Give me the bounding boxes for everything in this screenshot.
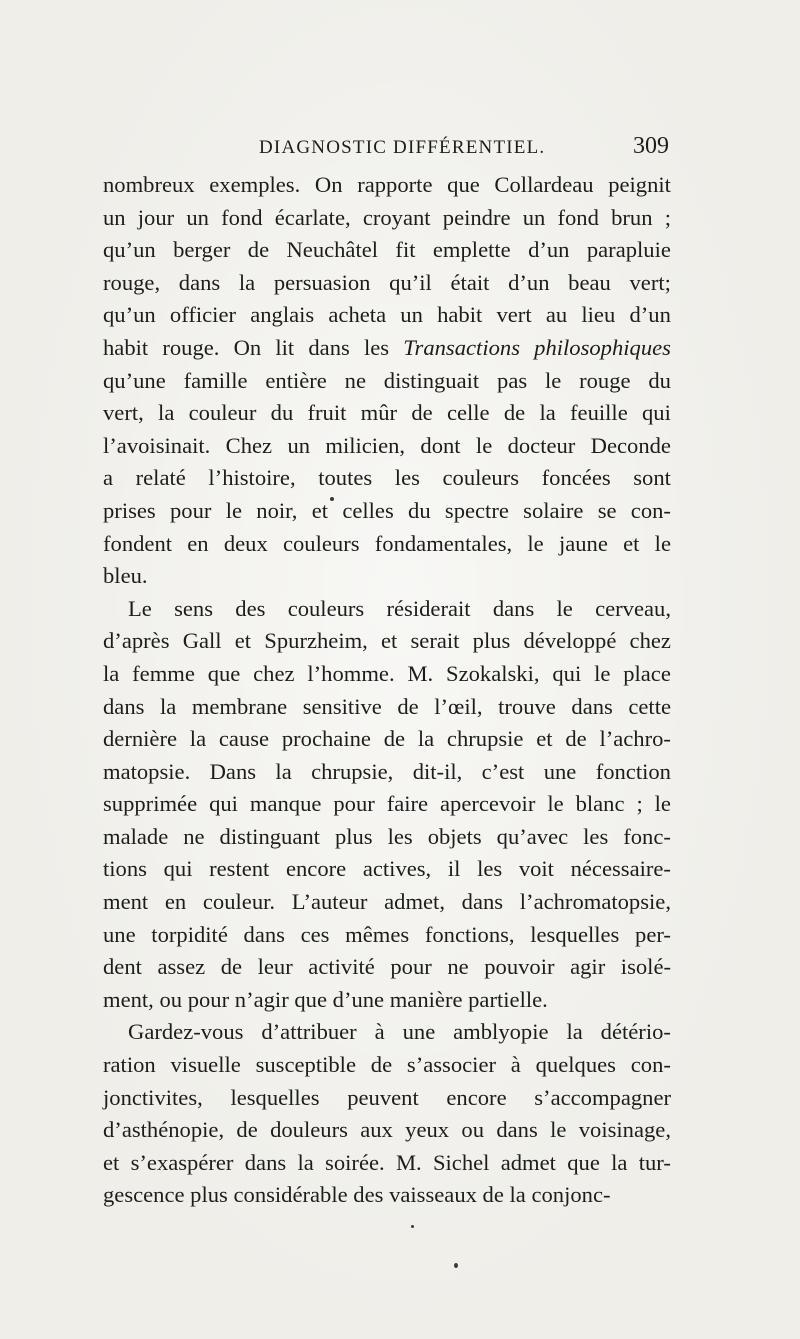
running-title: DIAGNOSTIC DIFFÉRENTIEL. xyxy=(259,137,546,158)
page-header xyxy=(103,133,671,163)
text-line: tions qui restent encore actives, il les voit nécessaire- xyxy=(103,856,671,882)
text-line: gescence plus considérable des vaisseaux de la conjonc- xyxy=(103,1182,611,1208)
print-speck xyxy=(454,1263,458,1268)
text-line: un jour un fond écarlate, croyant peindre un fond brun ; xyxy=(103,204,671,230)
text-line: qu’une famille entière ne distinguait pas le rouge du xyxy=(103,367,671,393)
text-line: Le sens des couleurs résiderait dans le cerveau, xyxy=(128,595,671,621)
text-line: Gardez-vous d’attribuer à une amblyopie la détério- xyxy=(128,1019,671,1045)
text-line: d’asthénopie, de douleurs aux yeux ou dans le voisinage, xyxy=(103,1117,671,1143)
text-line: fondent en deux couleurs fondamentales, le jaune et le xyxy=(103,530,671,556)
text-line: prises pour le noir, et celles du spectre solaire se con- xyxy=(103,497,671,523)
text-line: supprimée qui manque pour faire apercevoir le blanc ; le xyxy=(103,791,671,817)
text-line: a relaté l’histoire, toutes les couleurs foncées sont xyxy=(103,465,671,491)
paragraph-2 xyxy=(103,593,671,1017)
text-line: qu’un berger de Neuchâtel fit emplette d’un parapluie xyxy=(103,237,671,263)
text-line: et s’exaspérer dans la soirée. M. Sichel admet que la tur- xyxy=(103,1149,671,1175)
text-line: habit rouge. On lit dans les Transactions philosophiques xyxy=(103,334,671,360)
text-line: ment, ou pour n’agir que d’une manière partielle. xyxy=(103,986,548,1012)
text-line: d’après Gall et Spurzheim, et serait plus développé chez xyxy=(103,628,671,654)
text-line: l’avoisinait. Chez un milicien, dont le docteur Deconde xyxy=(103,432,671,458)
paragraph-3 xyxy=(103,1016,671,1212)
body-text xyxy=(103,169,671,1212)
text-line: la femme que chez l’homme. M. Szokalski, qui le place xyxy=(103,660,671,686)
text-line: dernière la cause prochaine de la chrupsie et de l’achro- xyxy=(103,726,671,752)
text-line: ment en couleur. L’auteur admet, dans l’achromatopsie, xyxy=(103,889,671,915)
text-line: dent assez de leur activité pour ne pouvoir agir isolé- xyxy=(103,954,671,980)
print-speck xyxy=(330,497,334,501)
text-line: une torpidité dans ces mêmes fonctions, lesquelles per- xyxy=(103,921,671,947)
text-line: vert, la couleur du fruit mûr de celle de la feuille qui xyxy=(103,400,671,426)
text-line: ration visuelle susceptible de s’associer à quelques con- xyxy=(103,1052,671,1078)
paragraph-1 xyxy=(103,169,671,593)
text-line: qu’un officier anglais acheta un habit vert au lieu d’un xyxy=(103,302,671,328)
text-line: malade ne distinguant plus les objets qu’avec les fonc- xyxy=(103,823,671,849)
text-line: nombreux exemples. On rapporte que Collardeau peignit xyxy=(103,172,671,197)
page-number: 309 xyxy=(633,133,669,159)
text-line: bleu. xyxy=(103,563,148,589)
text-line: dans la membrane sensitive de l’œil, trouve dans cette xyxy=(103,693,671,719)
text-line: rouge, dans la persuasion qu’il était d’un beau vert; xyxy=(103,269,671,295)
print-speck xyxy=(411,1225,414,1228)
text-line: jonctivites, lesquelles peuvent encore s’accompagner xyxy=(103,1084,671,1110)
text-line: matopsie. Dans la chrupsie, dit-il, c’est une fonction xyxy=(103,758,671,784)
